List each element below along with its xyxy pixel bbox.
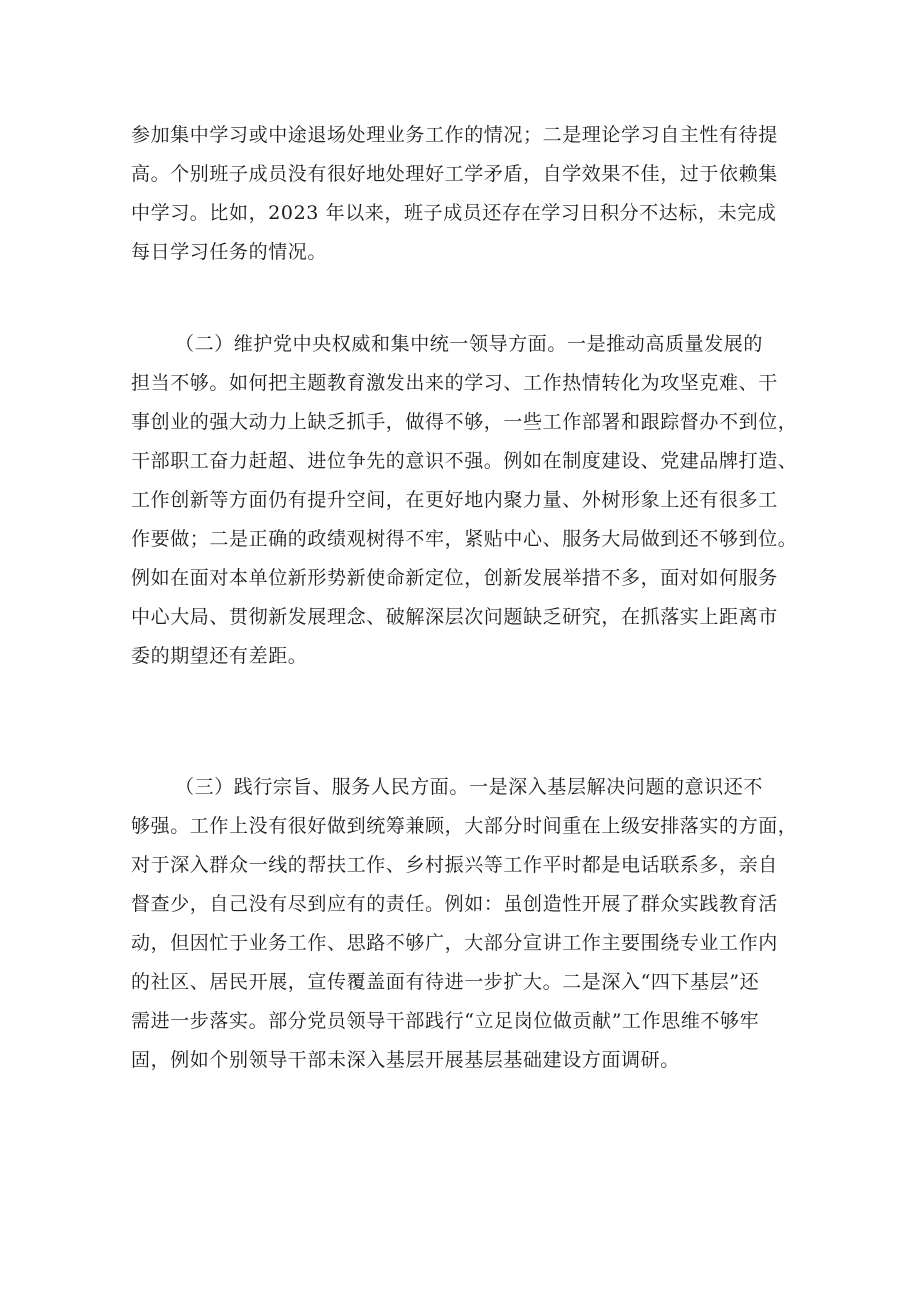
text-line: 中学习。比如，2023 年以来，班子成员还存在学习日积分不达标，未完成 [131, 202, 777, 224]
text-line: 督查少，自己没有尽到应有的责任。例如：虽创造性开展了群众实践教育活 [131, 893, 778, 915]
text-line: 固，例如个别领导干部未深入基层开展基层基础建设方面调研。 [131, 1049, 680, 1071]
text-line: 动，但因忙于业务工作、思路不够广，大部分宣讲工作主要围绕专业工作内 [131, 932, 778, 954]
paragraph-study-continuation [131, 116, 791, 272]
text-line: 担当不够。如何把主题教育激发出来的学习、工作热情转化为攻坚克难、干 [131, 372, 778, 394]
text-line: 每日学习任务的情况。 [131, 241, 328, 263]
text-line: 例如在面对本单位新形势新使命新定位，创新发展举措不多，面对如何服务 [131, 567, 778, 589]
text-line: 委的期望还有差距。 [131, 645, 308, 667]
text-line: 作要做；二是正确的政绩观树得不牢，紧贴中心、服务大局做到还不够到位。 [131, 528, 798, 550]
text-line: 事创业的强大动力上缺乏抓手，做得不够，一些工作部署和跟踪督办不到位， [131, 411, 798, 433]
text-line: 高。个别班子成员没有很好地处理好工学矛盾，自学效果不佳，过于依赖集 [131, 163, 778, 185]
text-line: 够强。工作上没有很好做到统筹兼顾，大部分时间重在上级安排落实的方面， [131, 815, 798, 837]
text-line: 中心大局、贯彻新发展理念、破解深层次问题缺乏研究，在抓落实上距离市 [131, 606, 778, 628]
text-line: 需进一步落实。部分党员领导干部践行“立足岗位做贡献”工作思维不够牢 [131, 1010, 760, 1032]
paragraph-section-two [131, 325, 798, 676]
text-line: 参加集中学习或中途退场处理业务工作的情况；二是理论学习自主性有待提 [131, 124, 778, 146]
text-line: 的社区、居民开展，宣传覆盖面有待进一步扩大。二是深入“四下基层”还 [131, 971, 760, 993]
text-line: （三）践行宗旨、服务人民方面。一是深入基层解决问题的意识还不 [175, 776, 764, 798]
text-line: 工作创新等方面仍有提升空间，在更好地内聚力量、外树形象上还有很多工 [131, 489, 778, 511]
text-line: 干部职工奋力赶超、进位争先的意识不强。例如在制度建设、党建品牌打造、 [131, 450, 798, 472]
text-line: 对于深入群众一线的帮扶工作、乡村振兴等工作平时都是电话联系多，亲自 [131, 854, 778, 876]
paragraph-section-three [131, 768, 798, 1080]
text-line: （二）维护党中央权威和集中统一领导方面。一是推动高质量发展的 [175, 333, 764, 355]
